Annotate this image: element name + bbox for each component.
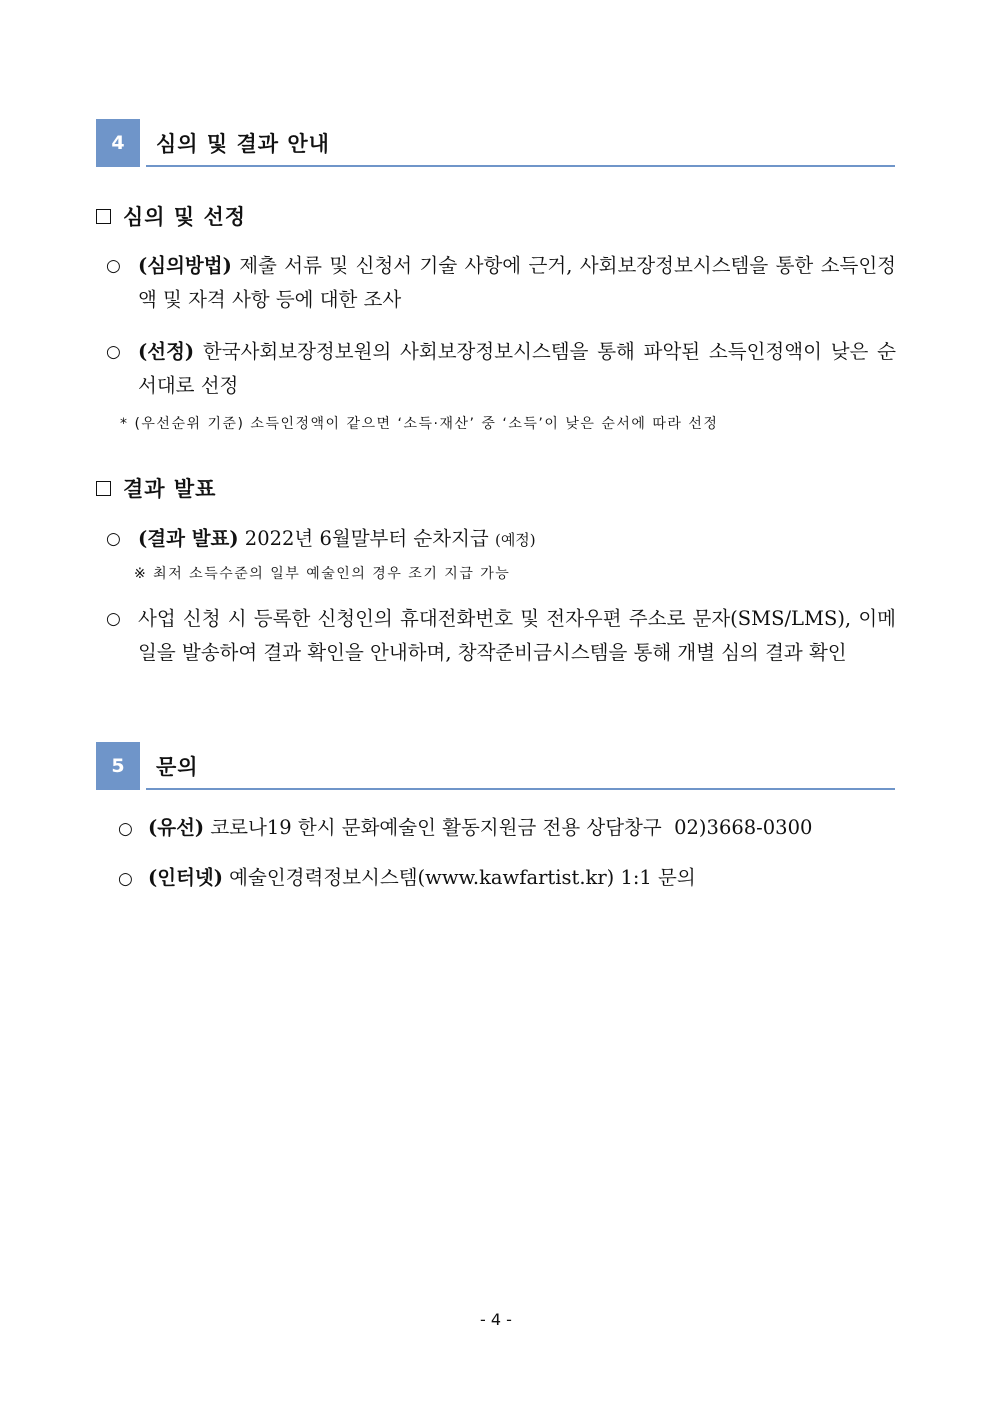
contact-phone [118,811,812,846]
circle-bullet-icon: ○ [118,869,133,889]
circle-bullet-icon: ○ [106,342,121,362]
section-5-number: 5 [96,742,140,790]
circle-bullet-icon: ○ [118,819,133,839]
result-note: ※ 최저 소득수준의 일부 예술인의 경우 조기 지급 가능 [134,566,511,582]
section-5-header [96,742,895,790]
page-number: - 4 - [480,1310,512,1329]
contact-internet-text: 예술인경력정보시스템(www.kawfartist.kr) 1:1 문의 [222,866,696,889]
review-heading-text: 심의 및 선정 [123,205,247,229]
circle-bullet-icon: ○ [106,529,121,549]
circle-bullet-icon: ○ [106,256,121,276]
result-heading-text: 결과 발표 [123,477,217,501]
contact-phone-label: (유선) [148,816,205,839]
result-announcement-label: (결과 발표) [138,527,239,550]
square-bullet-icon [96,209,111,224]
section-4-header [96,119,895,167]
contact-internet-label: (인터넷) [148,866,223,889]
review-heading [96,201,246,231]
review-note: * (우선순위 기준) 소득인정액이 같으면 ‘소득·재산’ 중 ‘소득’이 낮은 순서에 따라 선정 [120,416,719,432]
circle-bullet-icon: ○ [106,609,121,629]
result-announcement-text: 2022년 6월말부터 순차지급 [238,527,495,550]
contact-internet [118,861,696,896]
result-heading [96,473,216,503]
result-notification-text: 사업 신청 시 등록한 신청인의 휴대전화번호 및 전자우편 주소로 문자(SMS/LMS), 이메일을 발송하여 결과 확인을 안내하며, 창작준비금시스템을 통해 개별 심의 결과 확인 [138,607,896,664]
review-item-selection [106,335,896,403]
section-4-divider [146,165,895,167]
section-4-number: 4 [96,119,140,167]
review-item-method [106,249,896,317]
section-5-title: 문의 [156,755,199,779]
section-4-title: 심의 및 결과 안내 [156,132,330,156]
review-selection-label: (선정) [138,340,195,363]
review-selection-text: 한국사회보장정보원의 사회보장정보시스템을 통해 파악된 소득인정액이 낮은 순서대로 선정 [138,340,896,397]
result-item-announcement [106,522,896,557]
review-method-text: 제출 서류 및 신청서 기술 사항에 근거, 사회보장정보시스템을 통한 소득인정액 및 자격 사항 등에 대한 조사 [138,254,896,311]
section-5-divider [146,788,895,790]
result-item-notification [106,602,896,670]
review-method-label: (심의방법) [138,254,232,277]
contact-phone-text: 코로나19 한시 문화예술인 활동지원금 전용 상담창구 02)3668-0300 [204,816,813,839]
square-bullet-icon [96,481,111,496]
result-announcement-suffix: (예정) [494,531,536,549]
